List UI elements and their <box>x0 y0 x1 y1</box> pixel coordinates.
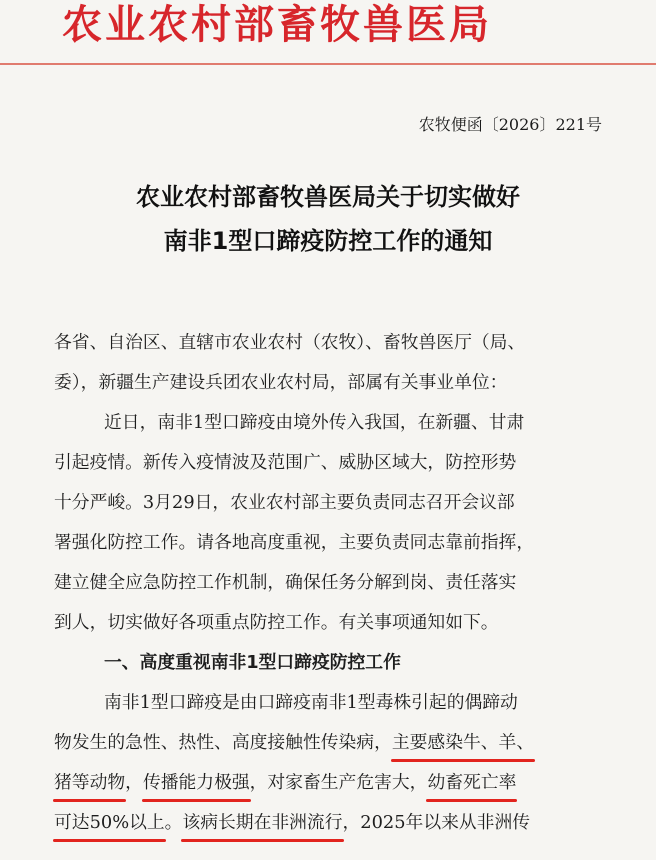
highlighted-text: 猪等动物 <box>54 770 125 796</box>
paragraph-1-line-4: 署强化防控工作。请各地高度重视，主要负责同志靠前指挥， <box>54 532 535 553</box>
document-title-line-1: 农业农村部畜牧兽医局关于切实做好 <box>136 183 520 211</box>
letterhead <box>0 0 656 66</box>
addressee-line-2: 委），新疆生产建设兵团农业农村局，部属有关事业单位： <box>54 372 508 393</box>
section-heading-1: 一、高度重视南非1型口蹄疫防控工作 <box>104 652 401 673</box>
paragraph-2-line-1: 南非1型口蹄疫是由口蹄疫南非1型毒株引起的偶蹄动 <box>104 692 518 713</box>
addressee-line-1: 各省、自治区、直辖市农业农村（农牧）、畜牧兽医厅（局、 <box>54 332 526 353</box>
highlighted-text: 主要感染牛、羊、 <box>392 730 534 756</box>
text-segment: 。 <box>164 812 183 833</box>
highlighted-text: 传播能力极强 <box>143 770 250 796</box>
paragraph-2-line-4 <box>54 810 530 836</box>
agency-name: 农业农村部畜牧兽医局 <box>62 2 492 48</box>
paragraph-1-line-2: 引起疫情。新传入疫情波及范围广、威胁区域大，防控形势 <box>54 452 517 473</box>
text-segment: ，对家畜生产危害大， <box>249 772 428 793</box>
highlighted-text: 该病长期在非洲流行 <box>182 810 342 836</box>
paragraph-2-line-2 <box>54 730 534 756</box>
paragraph-1-line-3: 十分严峻。3月29日，农业农村部主要负责同志召开会议部 <box>54 492 515 513</box>
text-segment: 物发生的急性、热性、高度接触性传染病， <box>54 732 392 753</box>
document-number: 农牧便函〔2026〕221号 <box>418 115 602 134</box>
paragraph-1-line-1: 近日，南非1型口蹄疫由境外传入我国，在新疆、甘肃 <box>104 412 525 433</box>
highlighted-text: 可达50%以上 <box>54 810 165 836</box>
highlighted-text: 幼畜死亡率 <box>427 770 516 796</box>
text-segment: ，2025年以来从非洲传 <box>342 812 531 833</box>
text-segment: ， <box>125 772 143 793</box>
paragraph-1-line-5: 建立健全应急防控工作机制，确保任务分解到岗、责任落实 <box>54 572 517 593</box>
paragraph-1-line-6: 到人，切实做好各项重点防控工作。有关事项通知如下。 <box>54 612 499 633</box>
header-divider <box>0 63 656 65</box>
paragraph-2-line-3 <box>54 770 516 796</box>
document-title-line-2: 南非1型口蹄疫防控工作的通知 <box>163 227 493 255</box>
